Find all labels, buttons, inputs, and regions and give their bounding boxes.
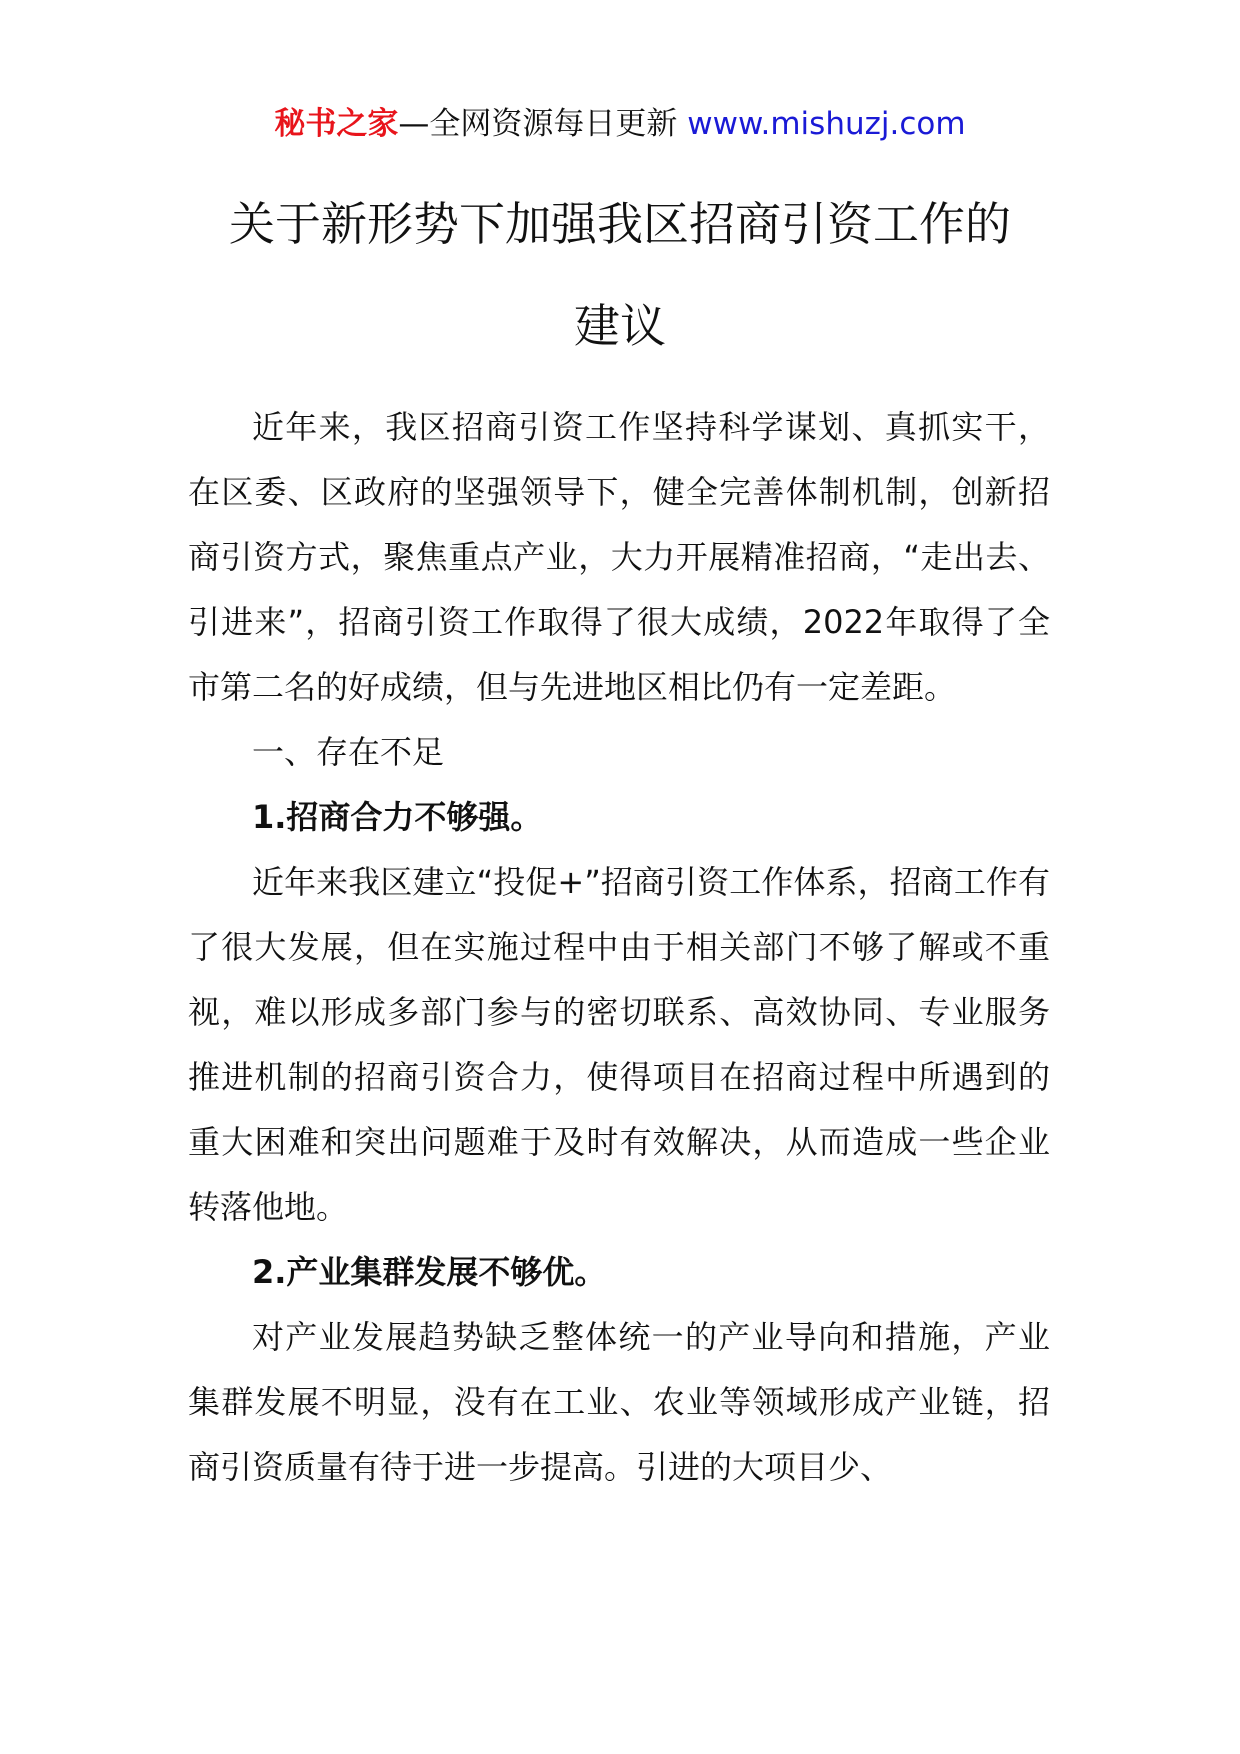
site-header	[0, 100, 1240, 148]
subheading-2: 2.产业集群发展不够优。	[252, 1253, 607, 1291]
site-url-link[interactable]: www.mishuzj.com	[687, 106, 966, 142]
section-heading-shortcomings: 一、存在不足	[252, 733, 445, 771]
document-title-line-2: 建议	[574, 299, 666, 353]
site-brand: 秘书之家	[274, 106, 399, 142]
document-title-line-1: 关于新形势下加强我区招商引资工作的	[229, 197, 1011, 251]
paragraph-1: 近年来我区建立“投促+”招商引资工作体系，招商工作有了很大发展，但在实施过程中由于相关部门不够了解或不重视，难以形成多部门参与的密切联系、高效协同、专业服务推进机制的招商引资合力，使得项目在招商过程中所遇到的重大困难和突出问题难于及时有效解决，从而造成一些企业转落他地。	[188, 863, 1050, 1226]
site-tagline: —全网资源每日更新	[398, 106, 678, 142]
paragraph-2: 对产业发展趋势缺乏整体统一的产业导向和措施，产业集群发展不明显，没有在工业、农业等领域形成产业链，招商引资质量有待于进一步提高。引进的大项目少、	[188, 1318, 1050, 1486]
document-body	[188, 395, 1050, 1500]
intro-paragraph: 近年来，我区招商引资工作坚持科学谋划、真抓实干，在区委、区政府的坚强领导下，健全完善体制机制，创新招商引资方式，聚焦重点产业，大力开展精准招商，“走出去、引进来”，招商引资工作取得了很大成绩，2022年取得了全市第二名的好成绩，但与先进地区相比仍有一定差距。	[188, 408, 1050, 706]
subheading-1: 1.招商合力不够强。	[252, 798, 543, 836]
